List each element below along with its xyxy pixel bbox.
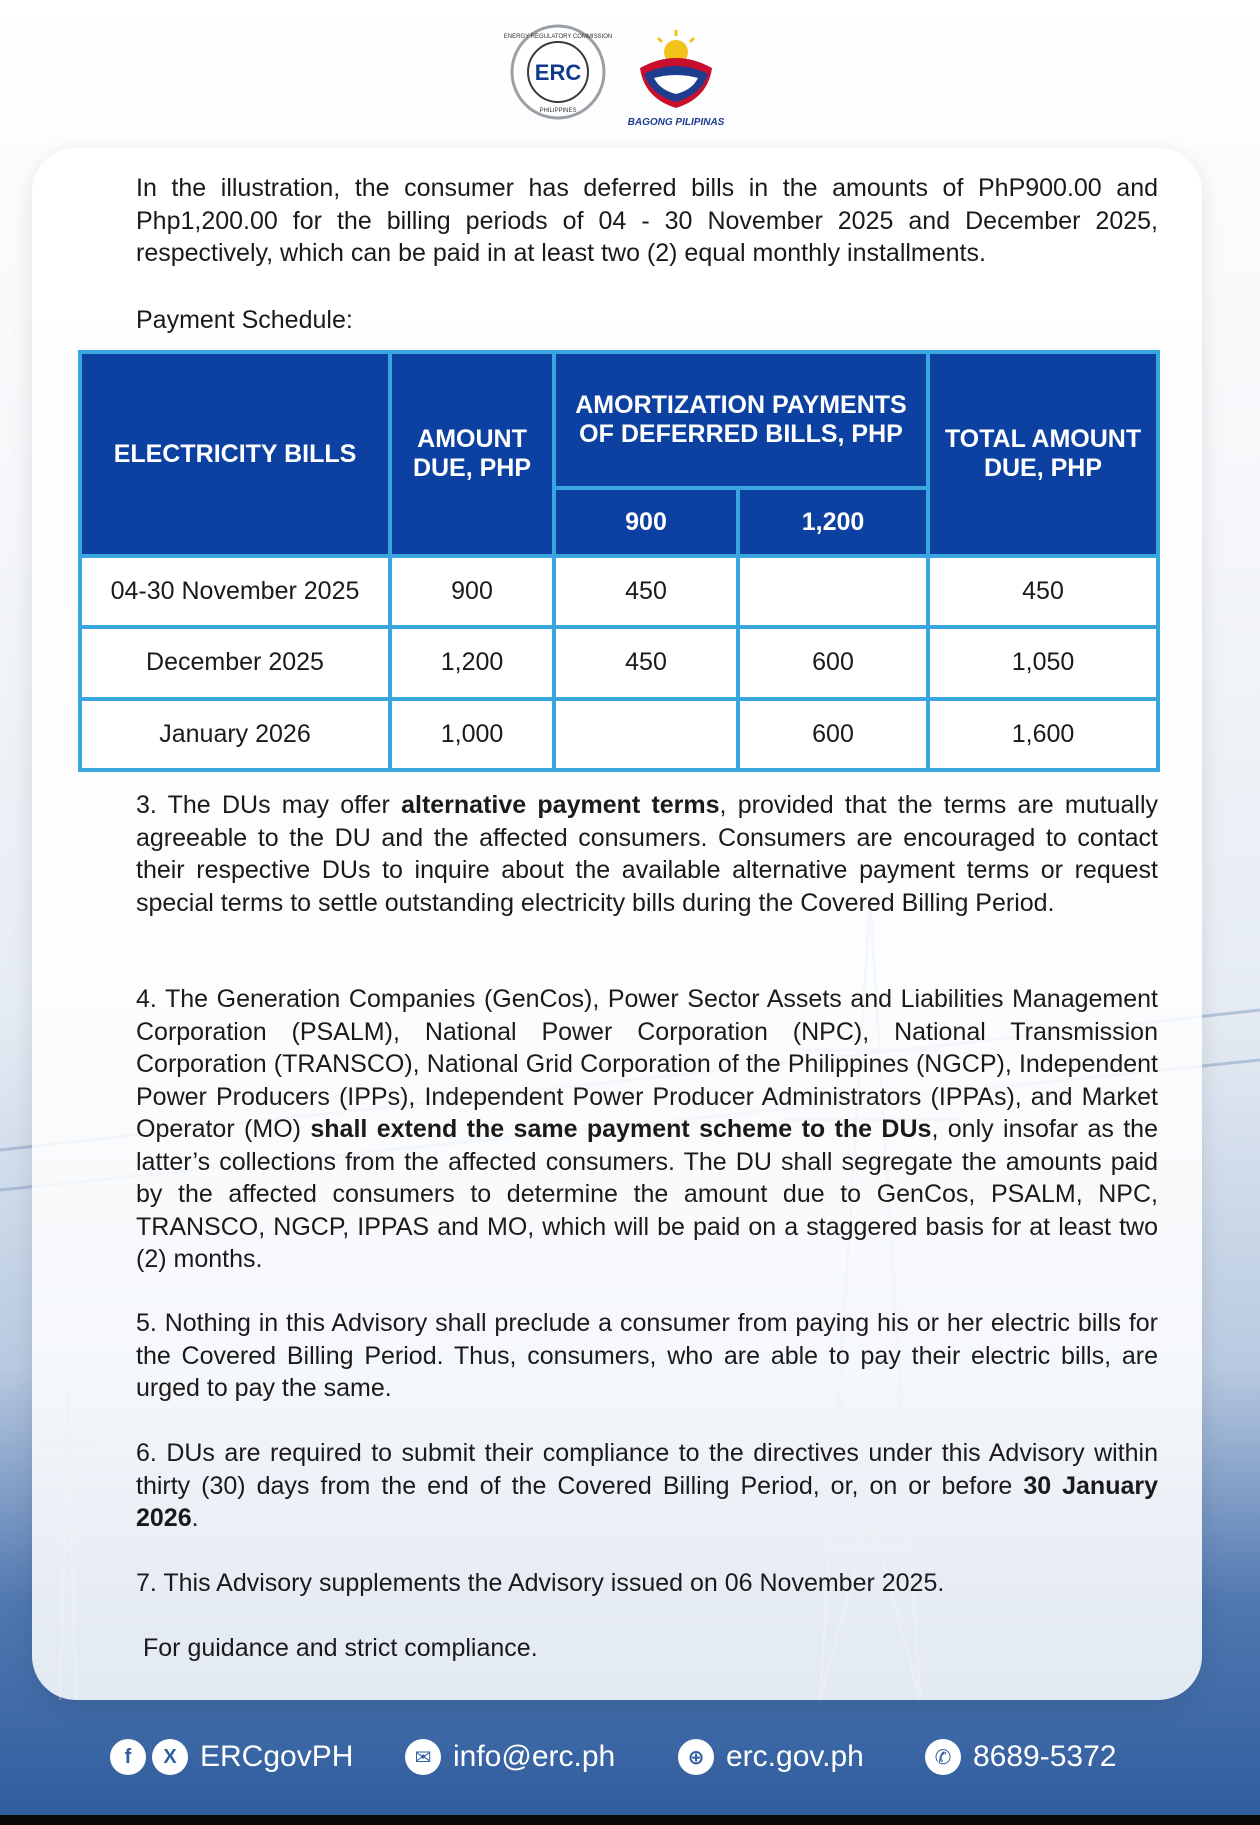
bagong-pilipinas-logo xyxy=(618,28,734,128)
paragraph-6-text: 6. DUs are required to submit their compliance to the directives under this Advisory within thirty (30) days from the end of the Covered Billing Period, or, on or before xyxy=(136,1439,1158,1500)
x-icon[interactable]: X xyxy=(152,1739,188,1775)
cell-total: 1,050 xyxy=(930,629,1156,696)
table-row xyxy=(82,701,1156,768)
header-deferred-900: 900 xyxy=(556,490,736,554)
paragraph-6 xyxy=(136,1437,1158,1535)
header-amortization: AMORTIZATION PAYMENTS OF DEFERRED BILLS, PHP xyxy=(556,354,926,486)
paragraph-5: 5. Nothing in this Advisory shall preclude a consumer from paying his or her electric bills for the Covered Billing Period. Thus, consumers, who are able to pay their electric bills, are urged to pay the same. xyxy=(136,1309,1158,1402)
phone-number[interactable]: 8689-5372 xyxy=(973,1740,1117,1773)
cell-period: January 2026 xyxy=(82,701,388,768)
paragraph-3 xyxy=(136,789,1158,919)
paragraph-3-bold: alternative payment terms xyxy=(401,791,720,819)
header-logos xyxy=(0,24,1260,128)
cell-amortization-900: 450 xyxy=(556,629,736,696)
cell-amount-due: 1,000 xyxy=(392,701,552,768)
cell-amount-due: 900 xyxy=(392,558,552,625)
paragraph-4-text: 4. The Generation Companies (GenCos), Power Sector Assets and Liabilities Management Corporation (PSALM), National Power Corporation (NPC), National Transmission Corporation (TRANSCO), National Grid Corporation of the Philippines (NGCP), Independent Power Producers (IPPs), Independent Power Producer Administrators (IPPAs), and Market Operator (MO) xyxy=(136,985,1158,1143)
cell-amortization-900: 450 xyxy=(556,558,736,625)
paragraph-3-text: 3. The DUs may offer xyxy=(136,791,402,819)
table-row xyxy=(82,629,1156,696)
svg-text:ENERGY REGULATORY COMMISSION: ENERGY REGULATORY COMMISSION xyxy=(503,34,613,40)
paragraph-6-text-end: . xyxy=(191,1504,199,1532)
payment-schedule-table xyxy=(78,350,1160,772)
payment-schedule-label: Payment Schedule: xyxy=(136,306,353,334)
cell-period: December 2025 xyxy=(82,629,388,696)
intro-paragraph: In the illustration, the consumer has deferred bills in the amounts of PhP900.00 and Php1,200.00 for the billing periods of 04 - 30 November 2025 and December 2025, respectively, which can be paid in at least two (2) equal monthly installments. xyxy=(136,174,1158,267)
paragraph-4 xyxy=(136,983,1158,1276)
cell-period: 04-30 November 2025 xyxy=(82,558,388,625)
paragraph-3-text-end: , provided that the terms are mutually agreeable to the DU and the affected consumers. Consumers are encouraged to contact their respective DUs to inquire about the available alternative payment terms or request special terms to settle outstanding electricity bills during the Covered Billing Period. xyxy=(136,791,1159,917)
paragraph-6-bold: 30 January 2026 xyxy=(136,1471,1159,1532)
header-electricity-bills: ELECTRICITY BILLS xyxy=(82,354,388,554)
email-icon: ✉ xyxy=(405,1739,441,1775)
table-row xyxy=(82,558,1156,625)
social-handle[interactable]: ERCgovPH xyxy=(200,1740,354,1773)
cell-amortization-1200: 600 xyxy=(740,701,926,768)
email-address[interactable]: info@erc.ph xyxy=(453,1740,616,1773)
phone-icon: ✆ xyxy=(925,1739,961,1775)
globe-icon: ⊕ xyxy=(678,1739,714,1775)
paragraph-7: 7. This Advisory supplements the Advisory issued on 06 November 2025. xyxy=(136,1569,945,1597)
header-total-amount-due: TOTAL AMOUNT DUE, PHP xyxy=(930,354,1156,554)
erc-seal-logo xyxy=(503,24,613,120)
bottom-bar xyxy=(0,1815,1260,1825)
table-header-row xyxy=(82,354,1156,486)
cell-amortization-1200 xyxy=(740,558,926,625)
footer-phone[interactable] xyxy=(925,1735,1116,1779)
footer-social[interactable] xyxy=(110,1735,353,1779)
footer-website[interactable] xyxy=(678,1735,864,1779)
bagong-pilipinas-text: BAGONG PILIPINAS xyxy=(627,117,725,128)
cell-total: 450 xyxy=(930,558,1156,625)
svg-text:ERC: ERC xyxy=(534,60,582,85)
website-url[interactable]: erc.gov.ph xyxy=(726,1740,864,1773)
header-deferred-1200: 1,200 xyxy=(740,490,926,554)
bagong-pilipinas-emblem xyxy=(618,28,734,112)
cell-amortization-1200: 600 xyxy=(740,629,926,696)
paragraph-4-text-end: , only insofar as the latter’s collections from the affected consumers. The DU shall segregate the amounts paid by the affected consumers to determine the amount due to GenCos, PSALM, NPC, TRANSCO, NGCP, IPPAS and MO, which will be paid on a staggered basis for at least two (2) months. xyxy=(136,1115,1158,1273)
facebook-icon[interactable]: f xyxy=(110,1739,146,1775)
cell-amortization-900 xyxy=(556,701,736,768)
footer-email[interactable] xyxy=(405,1735,615,1779)
cell-total: 1,600 xyxy=(930,701,1156,768)
header-amount-due: AMOUNT DUE, PHP xyxy=(392,354,552,554)
footer-contacts xyxy=(0,1735,1260,1779)
paragraph-4-bold: shall extend the same payment scheme to the DUs xyxy=(310,1115,932,1143)
closing-line: For guidance and strict compliance. xyxy=(143,1634,538,1662)
svg-text:PHILIPPINES: PHILIPPINES xyxy=(539,108,577,114)
cell-amount-due: 1,200 xyxy=(392,629,552,696)
